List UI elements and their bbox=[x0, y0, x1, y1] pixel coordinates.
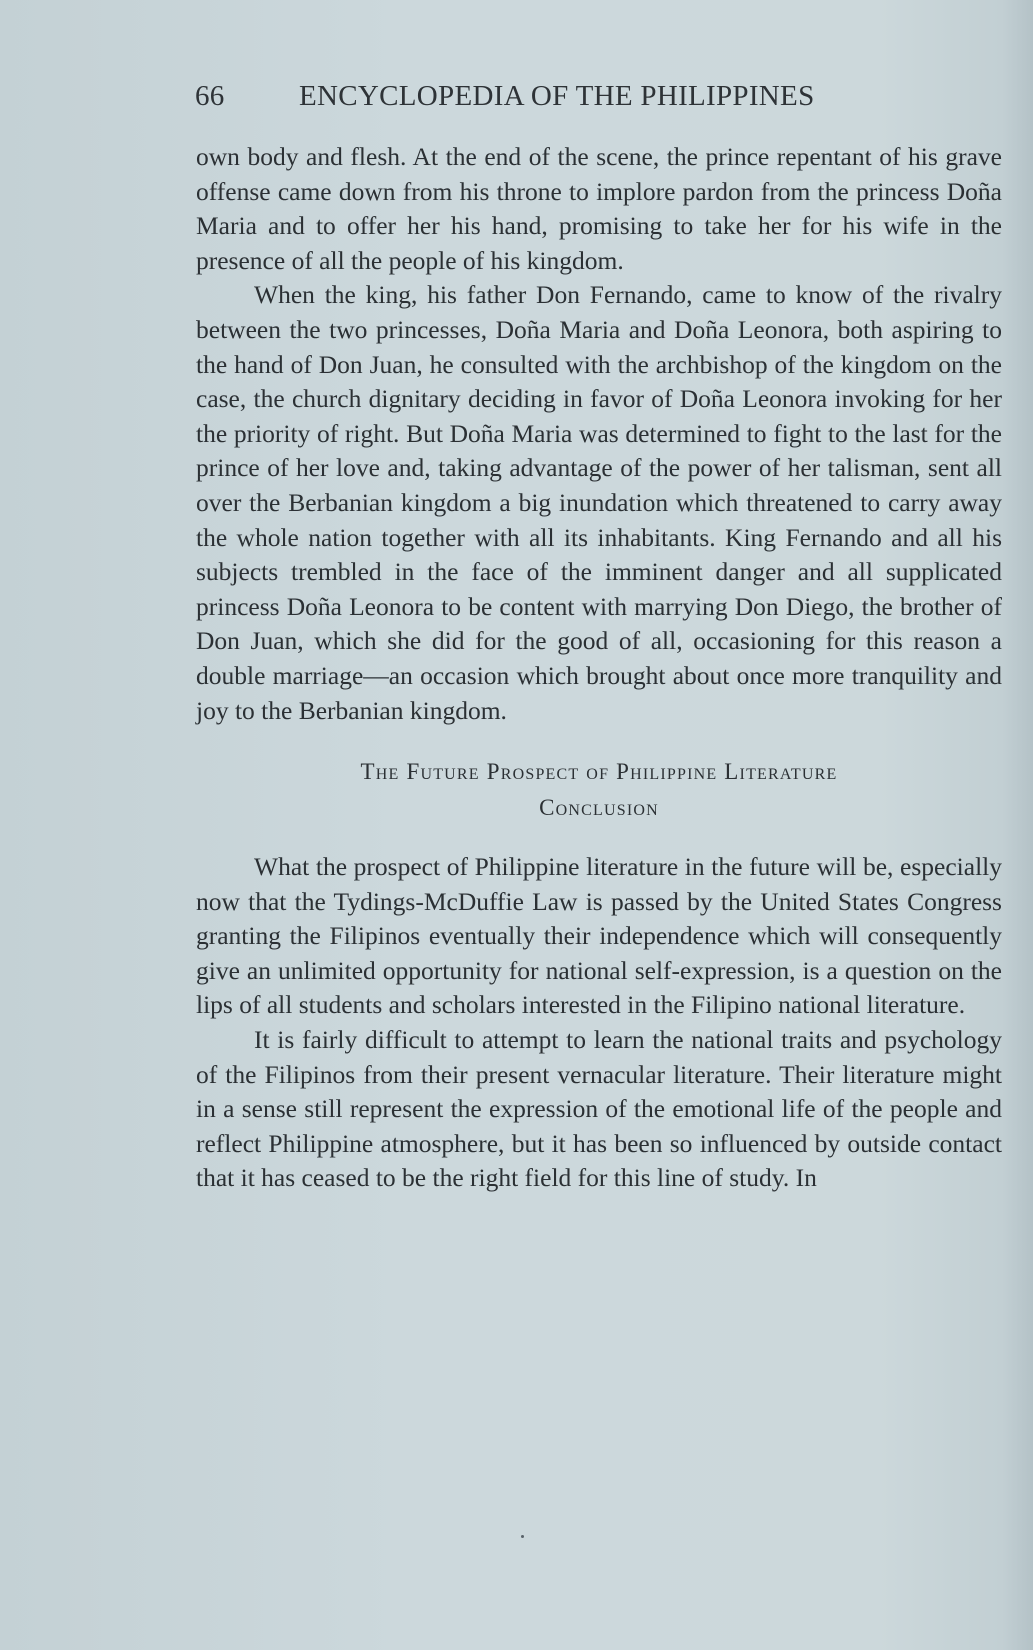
running-head bbox=[195, 80, 1015, 113]
section-heading: The Future Prospect of Philippine Literature bbox=[360, 759, 838, 785]
paragraph-future-prospect: What the prospect of Philippine literature in the future will be, especially now that the Tydings-McDuffie Law is passed by the United States Congress granting the Filipinos eventually their independence which will consequently give an unlimited opportunity for national self-expression, is a question on the lips of all students and scholars interested in the Filipino national literature. bbox=[196, 852, 1002, 1020]
paragraph-king-fernando: When the king, his father Don Fernando, came to know of the rivalry between the two princesses, Doña Maria and Doña Leonora, both aspiring to the hand of Don Juan, he consulted with the archbishop of the kingdom on the case, the church dignitary deciding in favor of Doña Leonora invoking for her the priority of right. But Doña Maria was determined to fight to the last for the prince of her love and, taking advantage of the power of her talisman, sent all over the Berbanian kingdom a big inundation which threatened to carry away the whole nation together with all its inhabitants. King Fernando and all his subjects trembled in the face of the imminent danger and all supplicated princess Doña Leonora to be content with marrying Don Diego, the brother of Don Juan, which she did for the good of all, occasioning for this reason a double marriage—an occasion which brought about once more tranquility and joy to the Berbanian kingdom. bbox=[196, 280, 1002, 725]
paragraph-continued: own body and flesh. At the end of the scene, the prince repentant of his grave offense came down from his throne to implore pardon from the princess Doña Maria and to offer her his hand, promising to take her for his wife in the presence of all the people of his kingdom. bbox=[196, 142, 1002, 275]
paper-speck bbox=[521, 1535, 524, 1538]
paragraph-national-traits: It is fairly difficult to attempt to learn the national traits and psychology of the Filipinos from their present vernacular literature. Their literature might in a sense still represent the expression of the emotional life of the people and reflect Philippine atmosphere, but it has been so influenced by outside contact that it has ceased to be the right field for this line of study. In bbox=[196, 1025, 1002, 1193]
page-number: 66 bbox=[195, 80, 225, 112]
section-subheading: Conclusion bbox=[539, 795, 659, 821]
body-text bbox=[196, 140, 1002, 1196]
book-title: ENCYCLOPEDIA OF THE PHILIPPINES bbox=[299, 80, 815, 112]
